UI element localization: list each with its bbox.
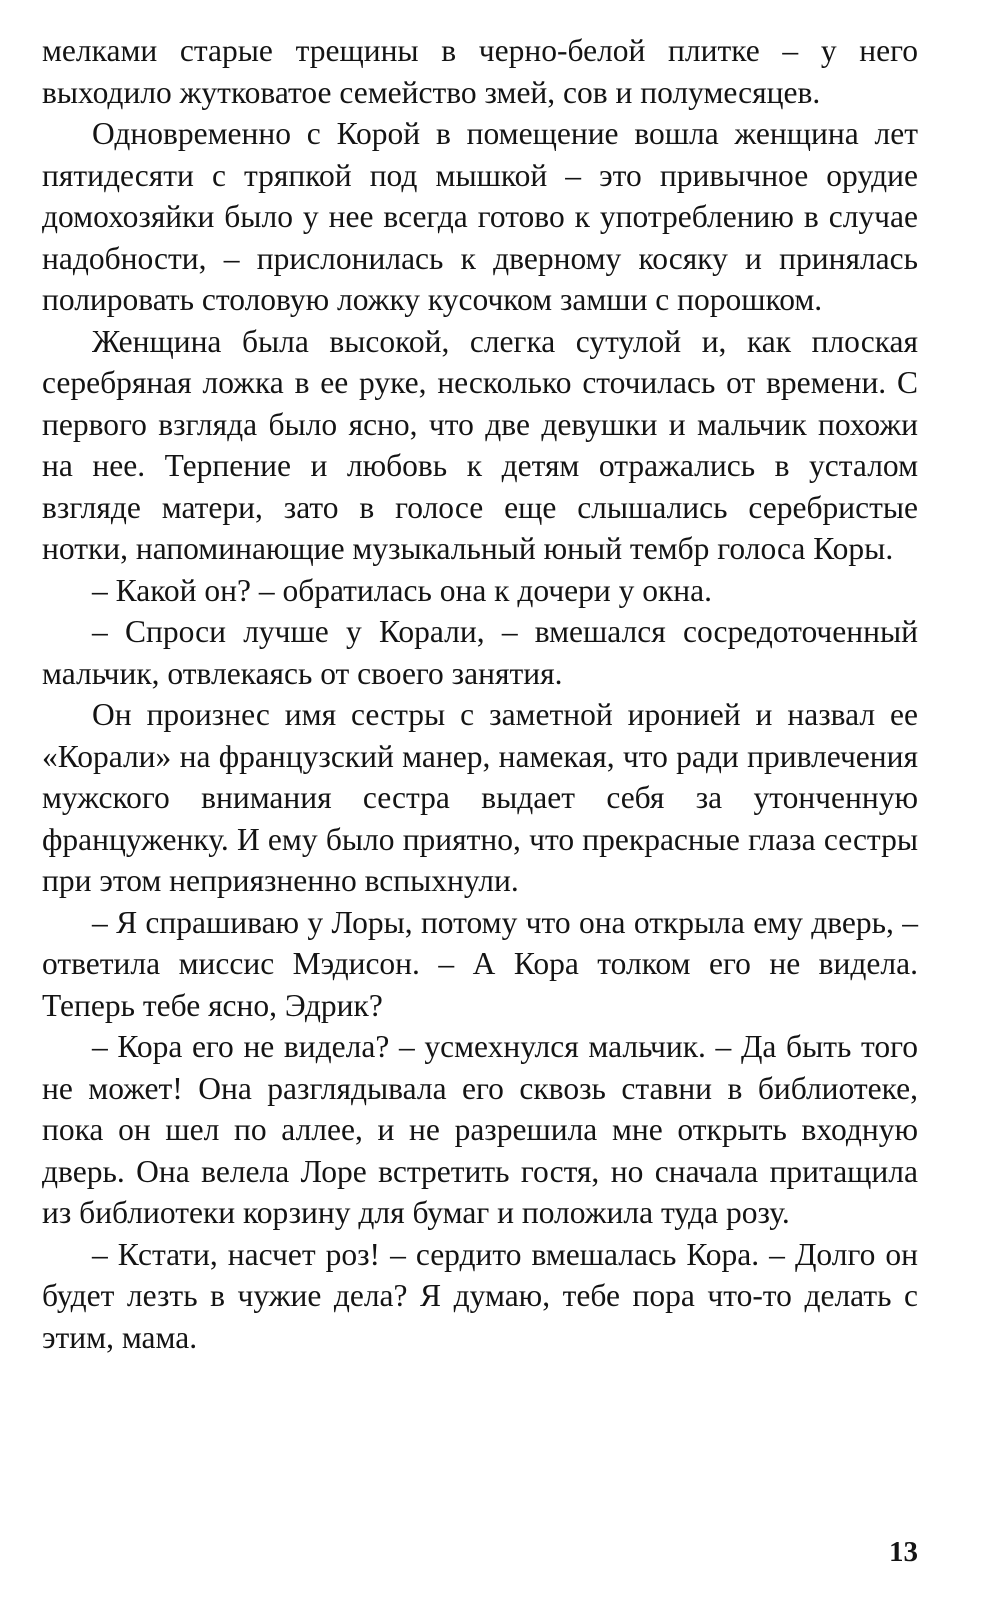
- paragraph-8: – Кора его не видела? – усмехнулся мальчик. – Да быть того не может! Она разглядывала его сквозь ставни в библиотеке, пока он шел по аллее, и не разрешила мне открыть входную дверь. Она велела Лоре встретить гостя, но сначала притащила из библиотеки корзину для бумаг и положила туда розу.: [42, 1029, 918, 1230]
- paragraph-6: Он произнес имя сестры с заметной иронией и назвал ее «Корали» на французский манер, намекая, что ради привлечения мужского внимания сестра выдает себя за утонченную француженку. И ему было приятно, что прекрасные глаза сестры при этом неприязненно вспыхнули.: [42, 697, 918, 898]
- paragraph-7: – Я спрашиваю у Лоры, потому что она открыла ему дверь, – ответила миссис Мэдисон. – А Кора толком его не видела. Теперь тебе ясно, Эдрик?: [42, 904, 918, 1023]
- paragraph-4: – Какой он? – обратилась она к дочери у окна.: [92, 572, 713, 608]
- paragraph-3: Женщина была высокой, слегка сутулой и, как плоская серебряная ложка в ее руке, несколько сточилась от времени. С первого взгляда было ясно, что две девушки и мальчик похожи на нее. Терпение и любовь к детям отражались в усталом взгляде матери, зато в голосе еще слышались серебристые нотки, напоминающие музыкальный юный тембр голоса Коры.: [42, 323, 918, 566]
- paragraph-5: – Спроси лучше у Корали, – вмешался сосредоточенный мальчик, отвлекаясь от своего занятия.: [42, 614, 918, 691]
- paragraph-2: Одновременно с Корой в помещение вошла женщина лет пятидесяти с тряпкой под мышкой – это привычное орудие домохозяйки было у нее всегда готово к употреблению в случае надобности, – прислонилась к дверному косяку и принялась полировать столовую ложку кусочком замши с порошком.: [42, 116, 918, 317]
- paragraph-9: – Кстати, насчет роз! – сердито вмешалась Кора. – Долго он будет лезть в чужие дела? Я думаю, тебе пора что-то делать с этим, мама.: [42, 1236, 918, 1355]
- page-text: [42, 30, 918, 1358]
- page-number: 13: [889, 1536, 918, 1568]
- paragraph-1: мелками старые трещины в черно-белой плитке – у него выходило жутковатое семейство змей, сов и полумесяцев.: [42, 33, 918, 110]
